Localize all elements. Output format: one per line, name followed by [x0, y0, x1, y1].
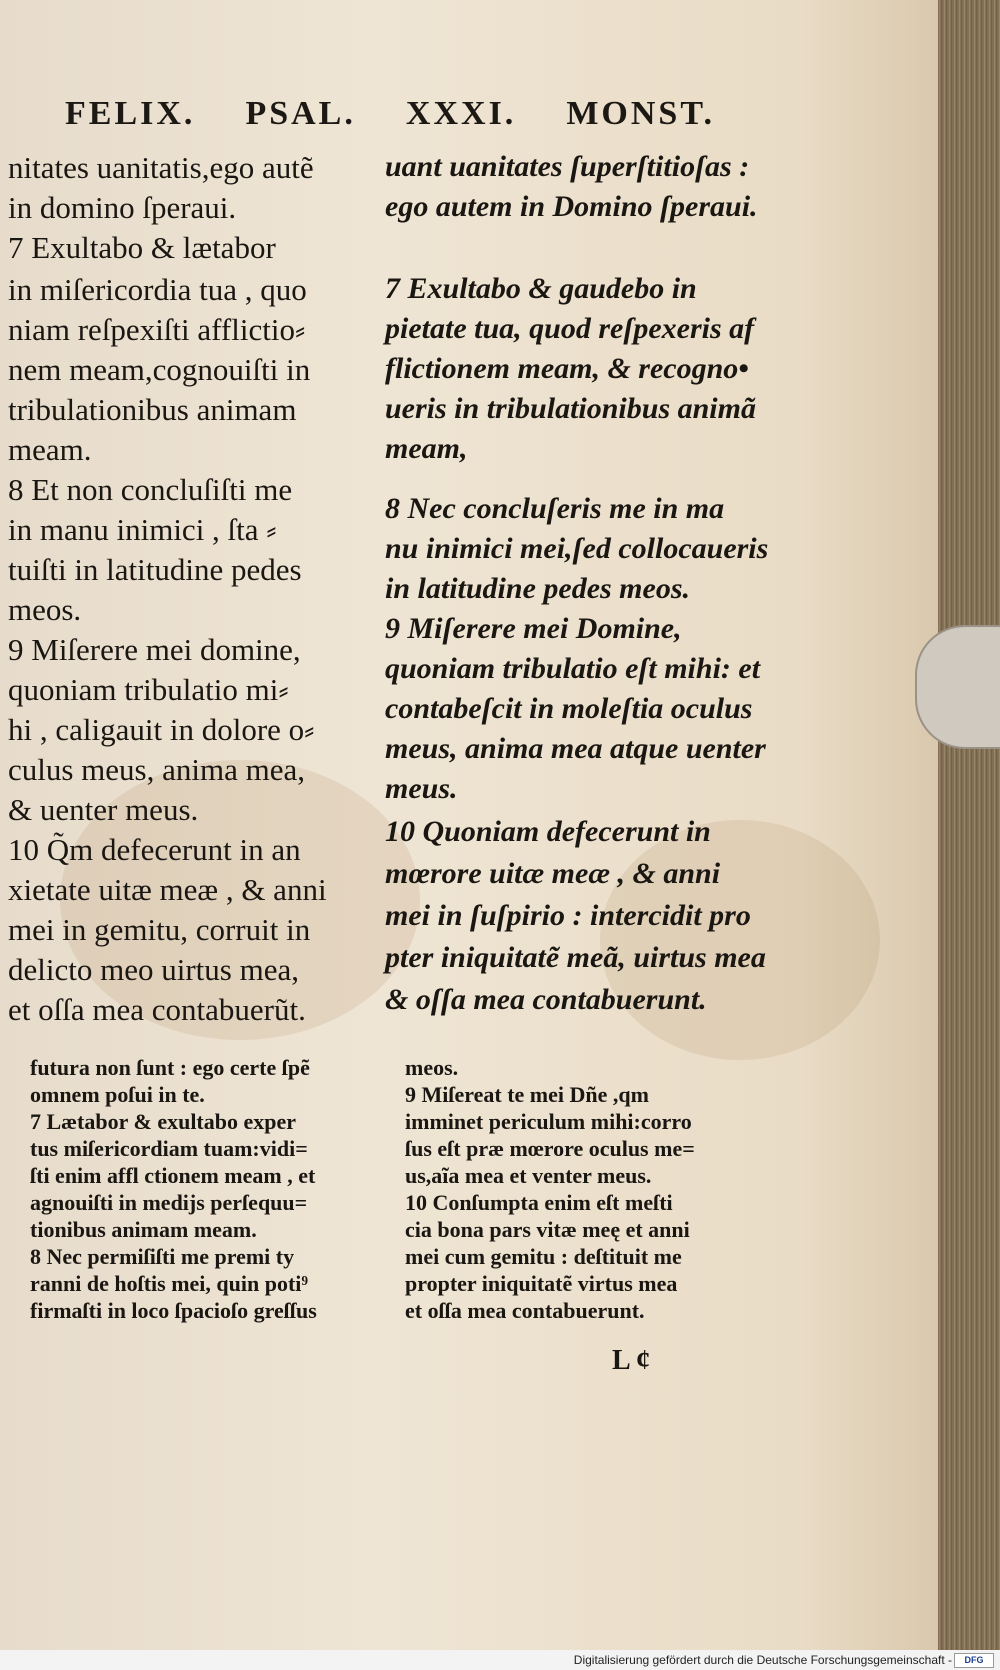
text-line: ſti enim affl ctionem meam , et	[30, 1163, 316, 1188]
text-line: mei cum gemitu : deſtituit me	[405, 1244, 682, 1269]
text-line: quoniam tribulatio eſt mihi: et	[385, 652, 761, 685]
text-line: culus meus, anima mea,	[8, 752, 305, 787]
text-line: tribulationibus animam	[8, 392, 297, 427]
header-left: FELIX.	[65, 95, 196, 132]
text-line: 9 Miſerere mei domine,	[8, 632, 301, 667]
text-line: us,aĩa mea et venter meus.	[405, 1163, 652, 1188]
text-line: quoniam tribulatio mi⸗	[8, 672, 289, 707]
text-line: et oſſa mea contabuerũt.	[8, 992, 306, 1027]
text-line: 8 Nec concluſeris me in ma	[385, 492, 725, 525]
dfg-logo: DFG	[954, 1653, 994, 1668]
text-line: mei in ſuſpirio : intercidit pro	[385, 899, 751, 932]
text-line: delicto meo uirtus mea,	[8, 952, 299, 987]
age-stain	[600, 820, 880, 1060]
text-line: pter iniquitatẽ meã, uirtus mea	[385, 941, 766, 974]
text-line: tus miſericordiam tuam:vidi=	[30, 1136, 308, 1161]
text-line: 10 Q̃m defecerunt in an	[8, 832, 301, 867]
text-line: niam reſpexiſti afflictio⸗	[8, 312, 306, 347]
text-line: ego autem in Domino ſperaui.	[385, 190, 758, 223]
text-line: tionibus animam meam.	[30, 1217, 257, 1242]
text-line: omnem poſui in te.	[30, 1082, 205, 1107]
text-line: futura non ſunt : ego certe ſpẽ	[30, 1055, 310, 1080]
text-line: nitates uanitatis,ego autẽ	[8, 150, 314, 185]
text-line: meus, anima mea atque uenter	[385, 732, 766, 765]
text-line: in manu inimici , ſta ⸗	[8, 512, 277, 547]
text-line: in domino ſperaui.	[8, 190, 237, 225]
signature-mark: L ¢	[612, 1345, 651, 1376]
text-line: et oſſa mea contabuerunt.	[405, 1298, 645, 1323]
text-line: ranni de hoſtis mei, quin poti⁹	[30, 1271, 308, 1296]
text-line: 7 Exultabo & gaudebo in	[385, 272, 697, 305]
text-line: meam,	[385, 432, 468, 465]
text-line: xietate uitæ meæ , & anni	[8, 872, 327, 907]
text-line: ueris in tribulationibus animã	[385, 392, 756, 425]
text-line: propter iniquitatẽ virtus mea	[405, 1271, 678, 1296]
digitization-footer	[0, 1650, 1000, 1670]
text-line: in miſericordia tua , quo	[8, 272, 307, 307]
text-line: nu inimici mei,ſed collocaueris	[385, 532, 769, 565]
text-line: in latitudine pedes meos.	[385, 572, 691, 605]
text-line: 9 Miſereat te mei Dñe ,qm	[405, 1082, 649, 1107]
text-line: pietate tua, quod reſpexeris af	[385, 312, 755, 345]
text-line: cia bona pars vitæ meę et anni	[405, 1217, 690, 1242]
text-line: meus.	[385, 772, 458, 805]
header-center-right: XXXI.	[405, 95, 517, 132]
text-line: firmaſti in loco ſpacioſo greſſus	[30, 1298, 317, 1323]
text-line: flictionem meam, & recogno•	[385, 352, 749, 385]
text-line: uant uanitates ſuperſtitioſas :	[385, 150, 750, 183]
text-line: 8 Et non concluſiſti me	[8, 472, 293, 507]
text-line: meam.	[8, 432, 92, 467]
text-line: contabeſcit in moleſtia oculus	[385, 692, 753, 725]
text-line: meos.	[405, 1055, 459, 1080]
text-line: 9 Miſerere mei Domine,	[385, 612, 682, 645]
footer-text: Digitalisierung gefördert durch die Deutsche Forschungsgemeinschaft -	[573, 1653, 952, 1667]
running-header	[65, 95, 715, 133]
text-line: meos.	[8, 592, 82, 627]
header-center-left: PSAL.	[245, 95, 356, 132]
text-line: 10 Quoniam defecerunt in	[385, 815, 711, 848]
text-line: 10 Conſumpta enim eſt meſti	[405, 1190, 673, 1215]
text-line: tuiſti in latitudine pedes	[8, 552, 302, 587]
text-line: ſus eſt præ mœrore oculus me=	[405, 1136, 695, 1161]
text-line: hi , caligauit in dolore o⸗	[8, 712, 315, 747]
text-line: & oſſa mea contabuerunt.	[385, 983, 707, 1016]
book-clasp	[915, 625, 1000, 749]
text-line: 7 Exultabo & lætabor	[8, 230, 276, 265]
text-line: nem meam,cognouiſti in	[8, 352, 311, 387]
text-line: mœrore uitæ meæ , & anni	[385, 857, 721, 890]
text-line: mei in gemitu, corruit in	[8, 912, 311, 947]
text-line: 7 Lætabor & exultabo exper	[30, 1109, 297, 1134]
header-right: MONST.	[566, 95, 715, 132]
text-line: imminet periculum mihi:corro	[405, 1109, 692, 1134]
text-line: & uenter meus.	[8, 792, 199, 827]
text-line: agnouiſti in medijs perſequu=	[30, 1190, 308, 1215]
text-line: 8 Nec permiſiſti me premi ty	[30, 1244, 295, 1269]
page-edges	[938, 0, 1000, 1650]
